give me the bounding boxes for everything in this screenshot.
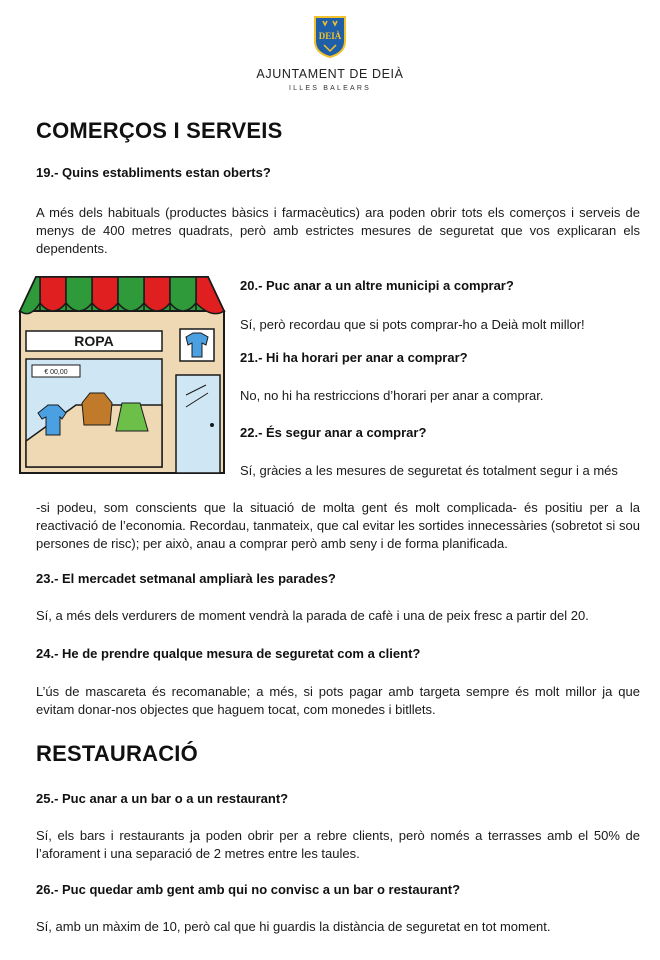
section-title-comercos: COMERÇOS I SERVEIS bbox=[36, 118, 283, 143]
organization-subtitle: ILLES BALEARS bbox=[289, 85, 371, 92]
answer-22-continued: -si podeu, som conscients que la situació de molta gent és molt complicada- és positiu per a la reactivació de l’economia. Recordau, tanmateix, que cal evitar les sortides innecessàries (sobretot si sou persones de risc); per això, anau a comprar però amb seny i de forma planificada. bbox=[36, 500, 640, 551]
question-26: 26.- Puc quedar amb gent amb qui no convisc a un bar o restaurant? bbox=[36, 882, 461, 897]
answer-25: Sí, els bars i restaurants ja poden obrir per a rebre clients, però només a terrasses amb el 50% de l’aforament i una separació de 2 metres entre les taules. bbox=[36, 828, 640, 861]
question-20: 20.- Puc anar a un altre municipi a comprar? bbox=[240, 278, 514, 293]
question-21: 21.- Hi ha horari per anar a comprar? bbox=[240, 350, 468, 365]
crest-text: DEIÀ bbox=[318, 31, 342, 41]
municipal-crest-icon bbox=[313, 15, 347, 59]
question-19: 19.- Quins establiments estan oberts? bbox=[36, 165, 271, 180]
clothing-shop-illustration-icon bbox=[16, 275, 228, 475]
answer-20: Sí, però recordau que si pots comprar-ho a Deià molt millor! bbox=[240, 317, 585, 332]
question-23: 23.- El mercadet setmanal ampliarà les parades? bbox=[36, 571, 336, 586]
shop-sign-text: ROPA bbox=[74, 333, 114, 349]
answer-24: L’ús de mascareta és recomanable; a més, si pots pagar amb targeta sempre és molt millor ja que evitam donar-nos objectes que haguem tocat, com monedes i bitllets. bbox=[36, 684, 640, 717]
price-tag-text: € 00,00 bbox=[44, 369, 68, 376]
answer-23: Sí, a més dels verdurers de moment vendrà la parada de cafè i una de peix fresc a partir del 20. bbox=[36, 608, 589, 623]
question-24: 24.- He de prendre qualque mesura de seguretat com a client? bbox=[36, 646, 421, 661]
answer-22-first-line: Sí, gràcies a les mesures de seguretat és totalment segur i a més bbox=[240, 463, 618, 478]
section-title-restauracio: RESTAURACIÓ bbox=[36, 741, 198, 766]
answer-26: Sí, amb un màxim de 10, però cal que hi guardis la distància de seguretat en tot moment. bbox=[36, 919, 551, 934]
question-22: 22.- És segur anar a comprar? bbox=[240, 425, 427, 440]
answer-19: A més dels habituals (productes bàsics i farmacèutics) ara poden obrir tots els comerços i serveis de menys de 400 metres quadrats, però amb estrictes mesures de seguretat que vos explicaran els dependents. bbox=[36, 205, 640, 256]
organization-name: AJUNTAMENT DE DEIÀ bbox=[256, 67, 404, 81]
question-25: 25.- Puc anar a un bar o a un restaurant? bbox=[36, 791, 289, 806]
answer-21: No, no hi ha restriccions d’horari per anar a comprar. bbox=[240, 388, 544, 403]
